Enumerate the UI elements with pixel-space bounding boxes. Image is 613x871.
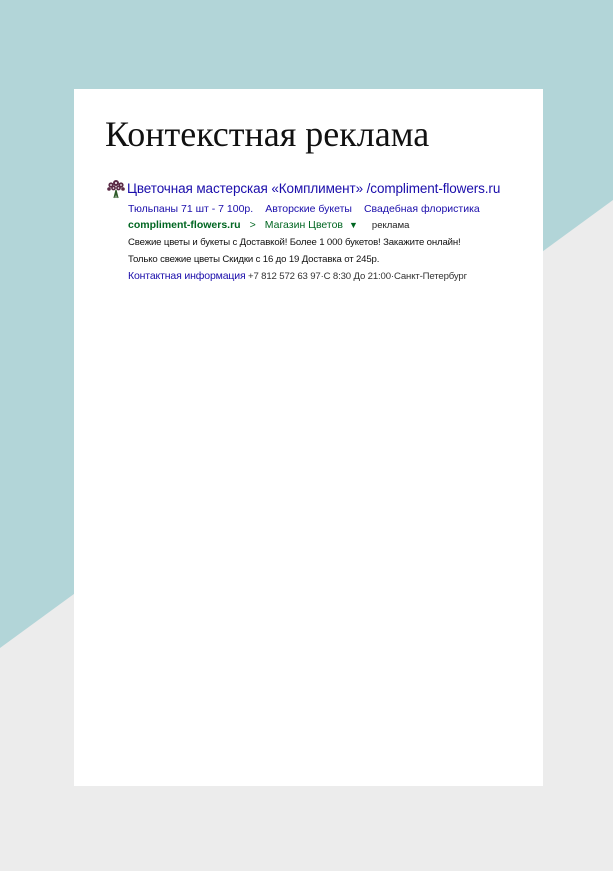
ad-label: реклама: [371, 220, 410, 231]
slide-page: [74, 89, 543, 786]
ad-title-link[interactable]: Цветочная мастерская «Комплимент» /compliment-flowers.ru: [127, 180, 501, 196]
dropdown-arrow-icon[interactable]: ▼: [349, 220, 358, 230]
ad-domain-link[interactable]: compliment-flowers.ru: [128, 219, 241, 231]
sitelink-wedding-floristry[interactable]: Свадебная флористика: [363, 203, 480, 215]
sitelink-tulips[interactable]: Тюльпаны 71 шт - 7 100р.: [128, 203, 254, 215]
page-title: Контекстная реклама: [105, 114, 430, 154]
ad-path-link[interactable]: Магазин Цветов: [264, 219, 343, 231]
ad-body: [128, 201, 535, 285]
ad-contact-line: [128, 268, 535, 285]
sitelink-author-bouquets[interactable]: Авторские букеты: [265, 203, 352, 215]
contact-details: +7 812 572 63 97·С 8:30 До 21:00·Санкт-Петербург: [248, 271, 467, 282]
ad-description-line-1: Свежие цветы и букеты с Доставкой! Более 1 000 букетов! Закажите онлайн!: [128, 237, 461, 248]
ad-sitelinks: [128, 201, 535, 217]
ad-url-line: [128, 217, 535, 234]
search-ad-block: [105, 177, 535, 285]
flower-bouquet-icon: [105, 177, 127, 199]
ad-description-line-2: Только свежие цветы Скидки с 16 до 19 Доставка от 245р.: [128, 254, 380, 265]
breadcrumb-separator: >: [249, 219, 256, 231]
contact-info-link[interactable]: Контактная информация: [128, 270, 246, 282]
ad-header: [105, 177, 535, 199]
